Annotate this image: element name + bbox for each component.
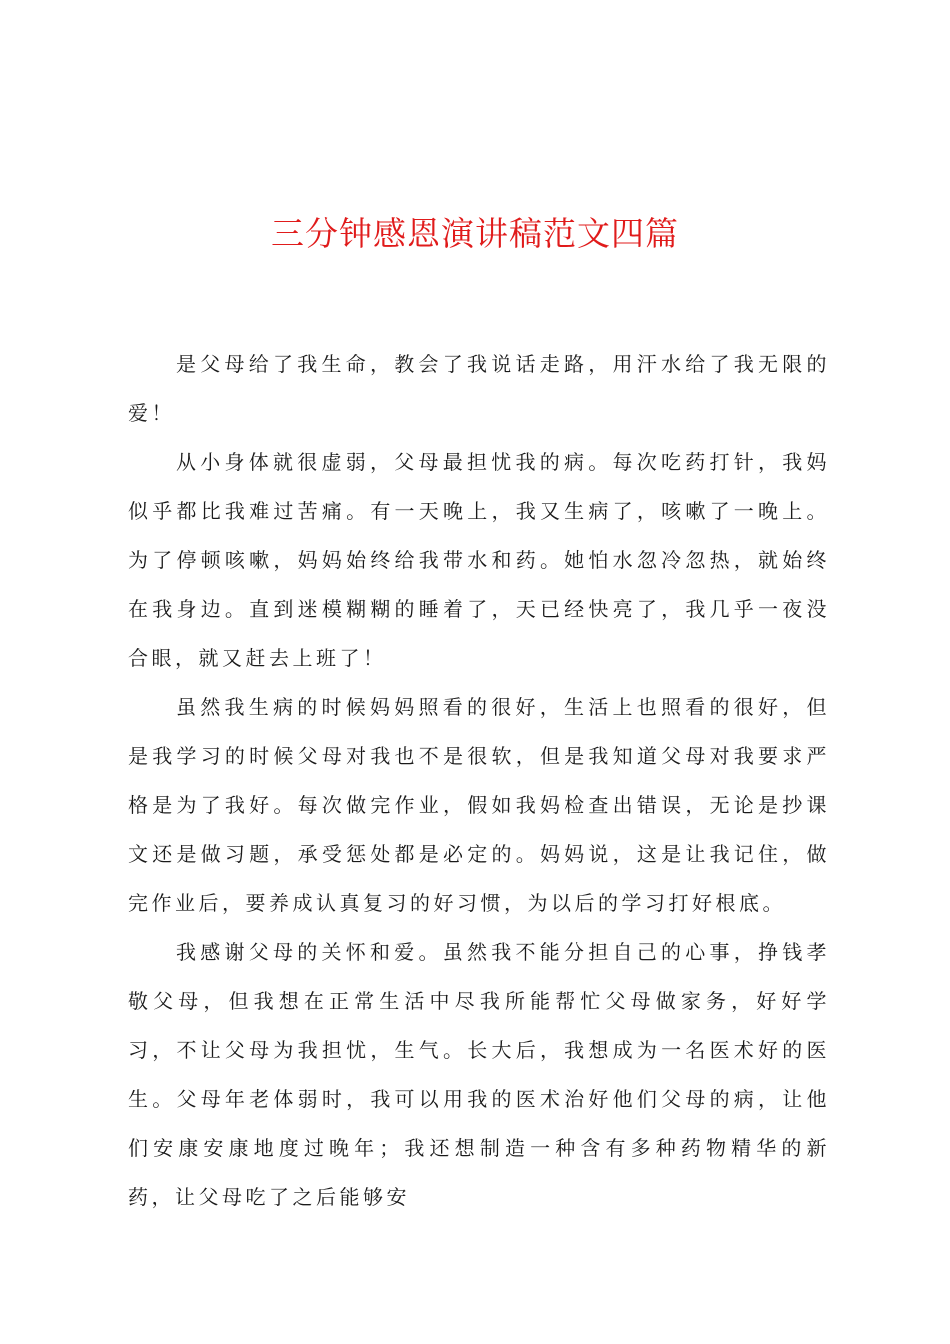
paragraph: 是父母给了我生命，教会了我说话走路，用汗水给了我无限的爱！ [128, 352, 830, 425]
paragraph: 虽然我生病的时候妈妈照看的很好，生活上也照看的很好，但是我学习的时候父母对我也不是很软，但是我知道父母对我要求严格是为了我好。每次做完作业，假如我妈检查出错误，无论是抄课文还是做习题，承受惩处都是必定的。妈妈说，这是让我记住，做完作业后，要养成认真复习的好习惯，为以后的学习打好根底。 [128, 695, 830, 915]
document-body [128, 340, 830, 1222]
paragraph: 我感谢父母的关怀和爱。虽然我不能分担自己的心事，挣钱孝敬父母，但我想在正常生活中尽我所能帮忙父母做家务，好好学习，不让父母为我担忧，生气。长大后，我想成为一名医术好的医生。父母年老体弱时，我可以用我的医术治好他们父母的病，让他们安康安康地度过晚年；我还想制造一种含有多种药物精华的新药，让父母吃了之后能够安 [128, 940, 830, 1209]
document-title: 三分钟感恩演讲稿范文四篇 [271, 214, 679, 253]
paragraph: 从小身体就很虚弱，父母最担忧我的病。每次吃药打针，我妈似乎都比我难过苦痛。有一天晚上，我又生病了，咳嗽了一晚上。为了停顿咳嗽，妈妈始终给我带水和药。她怕水忽冷忽热，就始终在我身边。直到迷模糊糊的睡着了，天已经快亮了，我几乎一夜没合眼，就又赶去上班了！ [128, 450, 830, 670]
